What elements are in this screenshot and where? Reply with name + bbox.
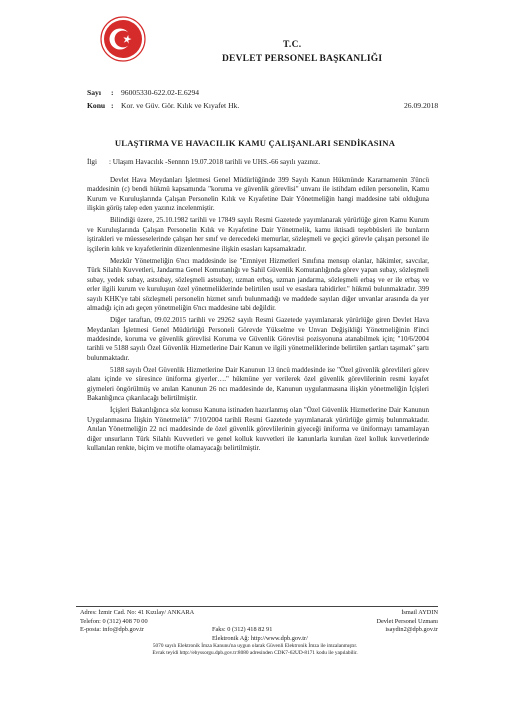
footer-contact-middle (212, 626, 272, 635)
body-paragraph: Bilindiği üzere, 25.10.1982 tarihli ve 17849 sayılı Resmi Gazetede yayımlanarak yürürlüğe giren Kamu Kurum ve Kuruluşlarında Çalışan Personelin Kılık ve Kıyafetine Dair Yönetmelik, kamu iktisadi teşebbüsleri ile bunların iştirakleri ve müesseselerinde çalışan her sınıf ve derecedeki memurlar, sözleşmeli ve geçici görevle çalışan personel ile işçilerin kılık ve kıyafetlerinin düzenlenmesine ilişkin esasları kapsamaktadır. (87, 216, 429, 253)
footer-contact-left (80, 609, 194, 635)
reference-text: Ulaşım Havacılık -Sennnn 19.07.2018 tarihli ve UHS.-66 sayılı yazınız. (112, 158, 320, 166)
konu-label: Konu (87, 101, 106, 110)
body-paragraph: Diğer taraftan, 09.02.2015 tarihli ve 29262 sayılı Resmi Gazetede yayımlanarak yürürlüğe giren Devlet Hava Meydanları İşletmesi Genel Müdürlüğü Personeli Görevde Yükselme ve Unvan Değişikliği Yönetmeliğinin 8'inci maddesinde, koruma ve güvenlik görevlisi Koruma ve Güvenlik Görevlisi pozisyonuna atanabilmek için; "10/6/2004 tarihli ve 5188 sayılı Özel Güvenlik Hizmetlerine Dair Kanun ve ilgili yönetmeliklerinde belirtilen şartları taşımak" şartı bulunmaktadır. (87, 316, 429, 362)
footer-web-line (212, 635, 308, 644)
header-country: T.C. (283, 40, 302, 50)
footer-contact-title: Devlet Personel Uzmanı (376, 617, 438, 625)
sayi-line: Sayı : 96005330-622.02-E.6294 (87, 88, 200, 97)
reference-line: İlgi : Ulaşım Havacılık -Sennnn 19.07.2018 tarihli ve UHS.-66 sayılı yazınız. (87, 158, 320, 166)
footer-email: E-posta: info@dpb.gov.tr (80, 626, 144, 634)
body-paragraph: İçişleri Bakanlığınca söz konusu Kanuna istinaden hazırlanmış olan "Özel Güvenlik Hizmetlerine Dair Kanunun Uygulanmasına İlişkin Yönetmelik" 7/10/2004 tarihli Resmi Gazetede yayımlanarak yürürlüğe girmiş bulunmaktadır. Anılan Yönetmeliğin 22 nci maddesinde de özel güvenlik görevlilerinin giyeceği üniforma ve üniformayı tamamlayan diğer unsurların Türk Silahlı Kuvvetleri ve genel kolluk kuvvetleri ile kanunlarla kurulan özel kolluk kuvvetlerinde kullanılan renkte, biçim ve motifte olamayacağı belirtilmiştir. (87, 406, 429, 453)
footer-contact-email: isaydin2@dpb.gov.tr (385, 626, 438, 633)
footer-verify-note: Evrak teyidi http://ebyssorgu.dpb.gov.tr:8080 adresinden CDK7-62UD-8171 kodu ile yapılabilir. (152, 650, 358, 656)
header-organization: DEVLET PERSONEL BAŞKANLIĞI (222, 54, 383, 64)
recipient-title: ULAŞTIRMA VE HAVACILIK KAMU ÇALIŞANLARI SENDİKASINA (114, 138, 396, 148)
footer-contact-name: İsmail AYDIN (401, 609, 438, 616)
body-paragraph: Mezkûr Yönetmeliğin 6'ncı maddesinde ise "Emniyet Hizmetleri Sınıfına mensup olanlar, hâkimler, savcılar, Türk Silahlı Kuvvetleri, Jandarma Genel Komutanlığı ve Sahil Güvenlik Komutanlığında görev yapan subay, sözleşmeli subay, yedek subay, astsubay, sözleşmeli astsubay, uzman erbaş, uzman jandarma, sözleşmeli erbaş ve er ile erbaş ve erler ilgili kurum ve kuruluşun özel yönetmeliklerinde belirtilen usul ve esaslara tabidirler." hükmü bulunmaktadır. 399 sayılı KHK'ye tabi sözleşmeli personelin hizmet sınıfı bulunmadığı ve maddede sayılan diğer unvanlar arasında da yer almadığı için adı geçen yönetmeliğin 6'ncı maddesine tabi değildir. (87, 256, 429, 313)
body-paragraph: 5188 sayılı Özel Güvenlik Hizmetlerine Dair Kanunun 13 üncü maddesinde ise "Özel güvenlik görevlileri görev alanı içinde ve süresince üniforma giyerler…." hükmüne yer verilerek özel güvenlik görevlilerinin resmi kıyafet giymeleri öngörülmüş ve anılan Kanunun 26 ncı maddesinde de, Kanunun uygulanmasına ilişkin yönetmeliğin İçişleri Bakanlığınca çıkarılacağı belirtilmiştir. (87, 365, 429, 403)
sayi-label: Sayı (87, 88, 101, 97)
footer-phone: Telefon: 0 (312) 408 70 00 (80, 617, 148, 625)
reference-label: İlgi (87, 158, 97, 166)
footer-fax: Faks: 0 (312) 418 82 91 (212, 626, 273, 633)
footer-address: Adres: İzmir Cad. No: 41 Kızılay/ ANKARA (80, 609, 195, 616)
body-paragraph: Devlet Hava Meydanları İşletmesi Genel Müdürlüğünde 399 Sayılı Kanun Hükmünde Kararnamenin 3'üncü maddesinin (c) bendi hükmü kapsamında "koruma ve güvenlik görevlisi" unvanı ile istihdam edilen personelin, Kamu Kurum ve Kuruluşlarında Çalışan Personelin Kılık ve Kıyafetine Dair Yönetmeliğin hangi maddesine tabi olduğuna ilişkin görüş talep eden yazınız incelenmiştir. (87, 176, 429, 213)
footer-esign-note: 5070 sayılı Elektronik İmza Kanunu'na uygun olarak Güvenli Elektronik İmza ile imzalanmıştır. (152, 643, 358, 649)
footer-web: Elektronik Ağ: http://www.dpb.gov.tr/ (212, 634, 308, 642)
footer-divider (76, 606, 438, 607)
letter-date: 26.09.2018 (404, 101, 439, 110)
konu-line: Konu : Kor. ve Güv. Gör. Kılık ve Kıyafet Hk. (87, 101, 240, 110)
sayi-value: 96005330-622.02-E.6294 (121, 88, 200, 97)
letter-body (87, 176, 429, 456)
state-emblem-logo (100, 16, 146, 62)
konu-value: Kor. ve Güv. Gör. Kılık ve Kıyafet Hk. (121, 101, 240, 110)
